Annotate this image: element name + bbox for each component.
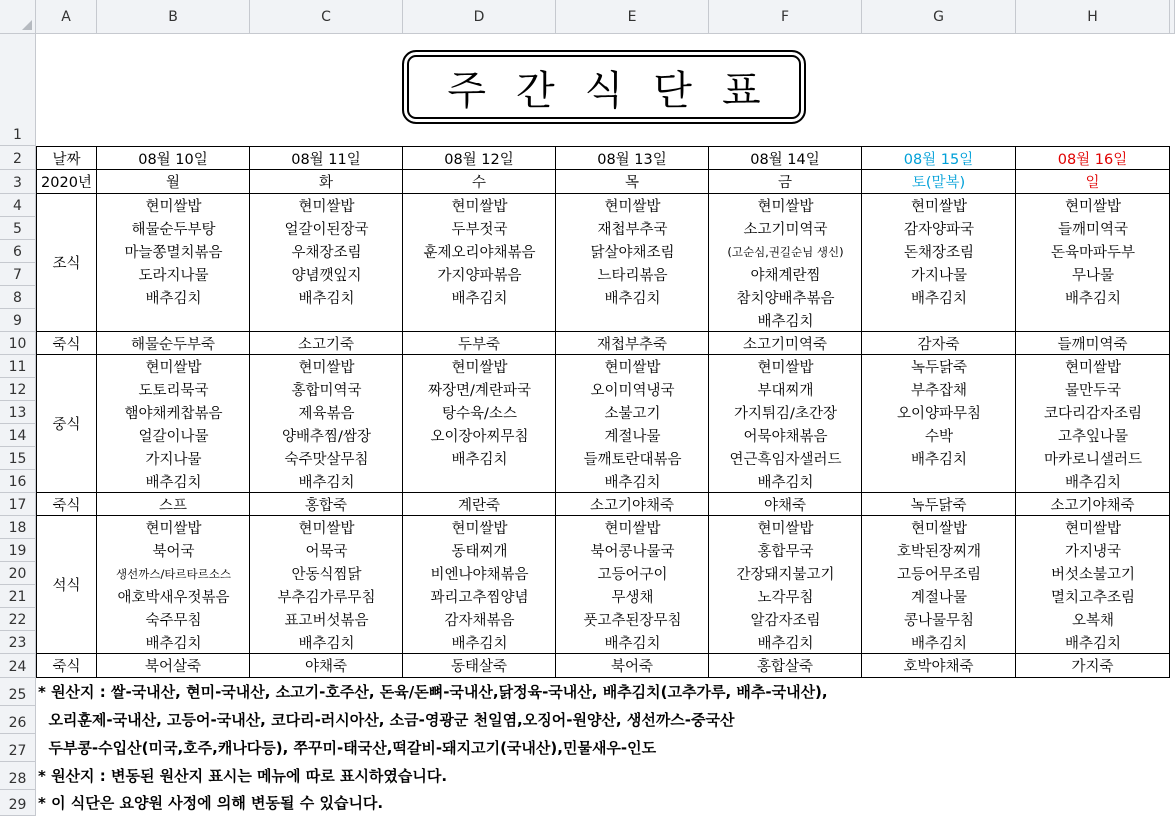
- row-header-14[interactable]: 14: [0, 424, 36, 447]
- menu-item: 계절나물: [604, 429, 661, 445]
- porridge-item: 소고기죽: [250, 332, 403, 355]
- row-header-20[interactable]: 20: [0, 562, 36, 585]
- meal-label-breakfast: 조식: [36, 194, 97, 332]
- menu-item: [556, 309, 709, 332]
- row-header-21[interactable]: 21: [0, 585, 36, 608]
- porridge-item: 재첩부추죽: [556, 332, 709, 355]
- menu-item: 계절나물: [910, 590, 968, 606]
- menu-item: 두부젓국: [451, 222, 508, 238]
- porridge-item: 두부죽: [403, 332, 556, 355]
- menu-item: 버섯소불고기: [1050, 567, 1136, 583]
- note-line: 오리훈제-국내산, 고등어-국내산, 코다리-러시아산, 소금-영광군 천일염,오징어-원양산, 생선까스-중국산: [38, 711, 735, 729]
- menu-item: 부대찌개: [757, 383, 814, 399]
- porridge-item: 동태살죽: [403, 654, 556, 678]
- row-header-12[interactable]: 12: [0, 378, 36, 401]
- column-header-e[interactable]: E: [556, 0, 709, 34]
- menu-item: 현미쌀밥: [451, 199, 508, 215]
- menu-item: 감자채볶음: [444, 613, 515, 629]
- menu-item: 숙주맛살무침: [284, 452, 369, 468]
- menu-item: 오이미역냉국: [590, 383, 675, 399]
- menu-item: 동태찌개: [451, 544, 508, 560]
- menu-item: 고추잎나물: [1057, 429, 1129, 445]
- menu-item: 햄야채케찹볶음: [124, 406, 223, 422]
- menu-item: (고순심,권길순님 생신): [727, 244, 844, 259]
- date-cell: 08월 14일: [709, 146, 862, 170]
- menu-item: 현미쌀밥: [757, 199, 814, 215]
- porridge-item: 야채죽: [250, 654, 403, 678]
- menu-item: [862, 309, 1016, 332]
- menu-item: 코다리감자조림: [1043, 406, 1143, 422]
- menu-item: 배추김치: [145, 291, 202, 307]
- menu-item: 배추김치: [451, 452, 508, 468]
- menu-item: 북어콩나물국: [590, 544, 675, 560]
- menu-item: 현미쌀밥: [757, 360, 814, 376]
- menu-item: 녹두닭죽: [910, 360, 968, 376]
- row-header-9[interactable]: 9: [0, 309, 36, 332]
- row-header-19[interactable]: 19: [0, 539, 36, 562]
- menu-item: [403, 470, 556, 493]
- porridge-item: 감자죽: [862, 332, 1016, 355]
- row-header-17[interactable]: 17: [0, 493, 36, 516]
- menu-item: 부추잡채: [910, 383, 968, 399]
- row-header-26[interactable]: 26: [0, 706, 36, 734]
- porridge-item: 소고기야채죽: [556, 493, 709, 516]
- menu-item: 배추김치: [910, 636, 968, 652]
- menu-item: 배추김치: [145, 475, 202, 491]
- meal-label-dinner: 석식: [36, 516, 97, 654]
- menu-item: 현미쌀밥: [1064, 360, 1122, 376]
- menu-item: 야채계란찜: [750, 268, 821, 284]
- porridge-item: 홍합죽: [250, 493, 403, 516]
- menu-item: 오이양파무침: [896, 406, 982, 422]
- menu-item: 배추김치: [604, 636, 661, 652]
- menu-item: 가지나물: [910, 268, 968, 284]
- porridge-item: 소고기야채죽: [1016, 493, 1170, 516]
- porridge-item: 스프: [97, 493, 250, 516]
- menu-item: 풋고추된장무침: [583, 613, 682, 629]
- day-cell: 금: [709, 170, 862, 194]
- column-header-c[interactable]: C: [250, 0, 403, 34]
- date-cell: 08월 15일: [862, 146, 1016, 170]
- menu-item: 느타리볶음: [597, 268, 668, 284]
- porridge-item: 해물순두부죽: [97, 332, 250, 355]
- menu-item: 얼갈이나물: [138, 429, 209, 445]
- menu-item: 배추김치: [910, 291, 968, 307]
- row-header-1[interactable]: 1: [0, 34, 36, 146]
- menu-item: 들깨토란대볶음: [583, 452, 682, 468]
- menu-item: 마늘쫑멸치볶음: [124, 245, 223, 261]
- porridge-item: 홍합살죽: [709, 654, 862, 678]
- menu-item: 표고버섯볶음: [284, 613, 369, 629]
- menu-item: 마카로니샐러드: [1043, 452, 1143, 468]
- menu-item: 배추김치: [1064, 475, 1122, 491]
- menu-item: 북어국: [152, 544, 195, 560]
- menu-item: 들깨미역국: [1057, 222, 1129, 238]
- menu-item: 양념깻잎지: [291, 268, 362, 284]
- menu-item: 현미쌀밥: [604, 360, 661, 376]
- row-header-10[interactable]: 10: [0, 332, 36, 355]
- row-header-3[interactable]: 3: [0, 170, 36, 194]
- menu-item: [403, 309, 556, 332]
- row-header-24[interactable]: 24: [0, 654, 36, 678]
- menu-item: [862, 470, 1016, 493]
- row-header-2[interactable]: 2: [0, 146, 36, 170]
- row-header-11[interactable]: 11: [0, 355, 36, 378]
- date-cell: 08월 13일: [556, 146, 709, 170]
- menu-item: 참치양배추볶음: [736, 291, 835, 307]
- menu-item: [1016, 309, 1170, 332]
- menu-item: 배추김치: [604, 291, 661, 307]
- menu-item: 현미쌀밥: [604, 199, 661, 215]
- row-header-23[interactable]: 23: [0, 631, 36, 654]
- porridge-item: 북어죽: [556, 654, 709, 678]
- menu-item: 배추김치: [1064, 291, 1122, 307]
- menu-item: 훈제오리야채볶음: [423, 245, 536, 261]
- menu-item: 노각무침: [757, 590, 814, 606]
- menu-item: 고등어구이: [597, 567, 668, 583]
- row-header-15[interactable]: 15: [0, 447, 36, 470]
- date-cell: 08월 11일: [250, 146, 403, 170]
- row-header-22[interactable]: 22: [0, 608, 36, 631]
- porridge-item: 가지죽: [1016, 654, 1170, 678]
- row-header-6[interactable]: 6: [0, 240, 36, 263]
- menu-item: 현미쌀밥: [145, 521, 202, 537]
- select-all-corner[interactable]: [0, 0, 36, 34]
- menu-item: 닭살야채조림: [590, 245, 675, 261]
- menu-item: 제육볶음: [298, 406, 355, 422]
- menu-item: 소고기미역국: [743, 222, 828, 238]
- day-cell: 월: [97, 170, 250, 194]
- menu-item: 현미쌀밥: [1064, 199, 1122, 215]
- menu-item: 배추김치: [451, 636, 508, 652]
- menu-item: 고등어무조림: [896, 567, 982, 583]
- menu-item: 오이장아찌무침: [430, 429, 529, 445]
- menu-item: 현미쌀밥: [298, 360, 355, 376]
- menu-item: 현미쌀밥: [910, 199, 968, 215]
- menu-item: 홍합무국: [757, 544, 814, 560]
- menu-item: 간장돼지불고기: [736, 567, 835, 583]
- date-cell: 08월 12일: [403, 146, 556, 170]
- row-header-5[interactable]: 5: [0, 217, 36, 240]
- menu-item: 도라지나물: [138, 268, 209, 284]
- porridge-item: 소고기미역죽: [709, 332, 862, 355]
- menu-item: 배추김치: [298, 475, 355, 491]
- menu-item: 현미쌀밥: [451, 360, 508, 376]
- column-header-b[interactable]: B: [97, 0, 250, 34]
- menu-item: 알감자조림: [750, 613, 821, 629]
- meal-label-porridge: 죽식: [36, 332, 97, 355]
- column-header-d[interactable]: D: [403, 0, 556, 34]
- menu-item: 멸치고추조림: [1050, 590, 1136, 606]
- menu-item: 부추김가루무침: [277, 590, 376, 606]
- menu-item: 도토리묵국: [138, 383, 209, 399]
- page-title: 주간식단표: [402, 50, 806, 124]
- column-header-f[interactable]: F: [709, 0, 862, 34]
- menu-item: 소불고기: [604, 406, 661, 422]
- menu-item: 숙주무침: [145, 613, 202, 629]
- column-header-g[interactable]: G: [862, 0, 1016, 34]
- column-header-filler: [1170, 0, 1175, 34]
- menu-item: 배추김치: [757, 314, 814, 330]
- menu-item: 현미쌀밥: [145, 199, 202, 215]
- date-label: 날짜: [36, 146, 97, 170]
- row-header-13[interactable]: 13: [0, 401, 36, 424]
- porridge-item: 녹두닭죽: [862, 493, 1016, 516]
- menu-item: 현미쌀밥: [145, 360, 202, 376]
- menu-item: 물만두국: [1064, 383, 1122, 399]
- menu-item: 연근흑임자샐러드: [729, 452, 842, 468]
- note-line: * 원산지 : 쌀-국내산, 현미-국내산, 소고기-호주산, 돈육/돈뼈-국내산,닭정육-국내산, 배추김치(고추가루, 배추-국내산),: [38, 683, 828, 701]
- menu-item: 가지나물: [145, 452, 202, 468]
- porridge-item: 계란죽: [403, 493, 556, 516]
- menu-item: 돈채장조림: [903, 245, 975, 261]
- day-cell: 일: [1016, 170, 1170, 194]
- menu-item: 양배추찜/쌈장: [282, 429, 371, 445]
- row-header-8[interactable]: 8: [0, 286, 36, 309]
- menu-item: 배추김치: [757, 636, 814, 652]
- menu-item: 배추김치: [757, 475, 814, 491]
- menu-item: 호박된장찌개: [896, 544, 982, 560]
- menu-item: 어묵야채볶음: [743, 429, 828, 445]
- menu-item: 감자양파국: [903, 222, 975, 238]
- year-label: 2020년: [36, 170, 97, 194]
- row-header-18[interactable]: 18: [0, 516, 36, 539]
- menu-item: 안동식찜닭: [291, 567, 362, 583]
- porridge-item: 북어살죽: [97, 654, 250, 678]
- menu-item: 현미쌀밥: [451, 521, 508, 537]
- menu-item: [250, 309, 403, 332]
- meal-label-porridge: 죽식: [36, 654, 97, 678]
- porridge-item: 호박야채죽: [862, 654, 1016, 678]
- menu-item: 무나물: [1071, 268, 1115, 284]
- meal-label-porridge: 죽식: [36, 493, 97, 516]
- menu-item: 배추김치: [451, 291, 508, 307]
- porridge-item: 야채죽: [709, 493, 862, 516]
- menu-item: 홍합미역국: [291, 383, 362, 399]
- menu-item: 콩나물무침: [903, 613, 975, 629]
- menu-item: 생선까스/타르타르소스: [116, 566, 231, 581]
- note-line: * 이 식단은 요양원 사정에 의해 변동될 수 있습니다.: [38, 794, 384, 812]
- menu-item: 현미쌀밥: [910, 521, 968, 537]
- menu-item: 배추김치: [604, 475, 661, 491]
- porridge-item: 들깨미역죽: [1016, 332, 1170, 355]
- menu-item: [97, 309, 250, 332]
- menu-item: 현미쌀밥: [298, 521, 355, 537]
- menu-item: 비엔나야채볶음: [430, 567, 529, 583]
- meal-label-lunch: 중식: [36, 355, 97, 493]
- menu-item: 어묵국: [305, 544, 348, 560]
- row-header-4[interactable]: 4: [0, 194, 36, 217]
- menu-item: 현미쌀밥: [1064, 521, 1122, 537]
- column-header-a[interactable]: A: [36, 0, 97, 34]
- day-cell: 화: [250, 170, 403, 194]
- row-header-27[interactable]: 27: [0, 734, 36, 762]
- menu-item: 오복채: [1071, 613, 1115, 629]
- menu-item: 현미쌀밥: [757, 521, 814, 537]
- menu-item: 가지튀김/초간장: [734, 406, 837, 422]
- menu-item: 재첩부추국: [597, 222, 668, 238]
- note-line: * 원산지 : 변동된 원산지 표시는 메뉴에 따로 표시하였습니다.: [38, 767, 448, 785]
- row-header-16[interactable]: 16: [0, 470, 36, 493]
- menu-item: 애호박새우젓볶음: [117, 590, 230, 606]
- day-cell: 토(말복): [862, 170, 1016, 194]
- column-header-h[interactable]: H: [1016, 0, 1170, 34]
- menu-item: 배추김치: [145, 636, 202, 652]
- note-line: 두부콩-수입산(미국,호주,캐나다등), 쭈꾸미-태국산,떡갈비-돼지고기(국내산),민물새우-인도: [38, 739, 657, 757]
- day-cell: 수: [403, 170, 556, 194]
- menu-item: 배추김치: [298, 291, 355, 307]
- day-cell: 목: [556, 170, 709, 194]
- row-header-28[interactable]: 28: [0, 762, 36, 790]
- menu-item: 현미쌀밥: [604, 521, 661, 537]
- menu-item: 얼갈이된장국: [284, 222, 369, 238]
- row-header-7[interactable]: 7: [0, 263, 36, 286]
- menu-item: 가지냉국: [1064, 544, 1122, 560]
- menu-item: 해물순두부탕: [131, 222, 216, 238]
- row-header-29[interactable]: 29: [0, 790, 36, 816]
- row-header-25[interactable]: 25: [0, 678, 36, 706]
- date-cell: 08월 16일: [1016, 146, 1170, 170]
- menu-item: 무생채: [611, 590, 654, 606]
- menu-item: 탕수육/소스: [442, 406, 517, 422]
- menu-item: 배추김치: [1064, 636, 1122, 652]
- menu-item: 가지양파볶음: [437, 268, 522, 284]
- menu-item: 돈육마파두부: [1050, 245, 1136, 261]
- menu-item: 짜장면/계란파국: [428, 383, 531, 399]
- menu-item: 배추김치: [298, 636, 355, 652]
- menu-item: 수박: [924, 429, 953, 445]
- menu-item: 꽈리고추찜양념: [430, 590, 529, 606]
- menu-item: 현미쌀밥: [298, 199, 355, 215]
- menu-item: 배추김치: [910, 452, 968, 468]
- date-cell: 08월 10일: [97, 146, 250, 170]
- menu-item: 우채장조림: [291, 245, 362, 261]
